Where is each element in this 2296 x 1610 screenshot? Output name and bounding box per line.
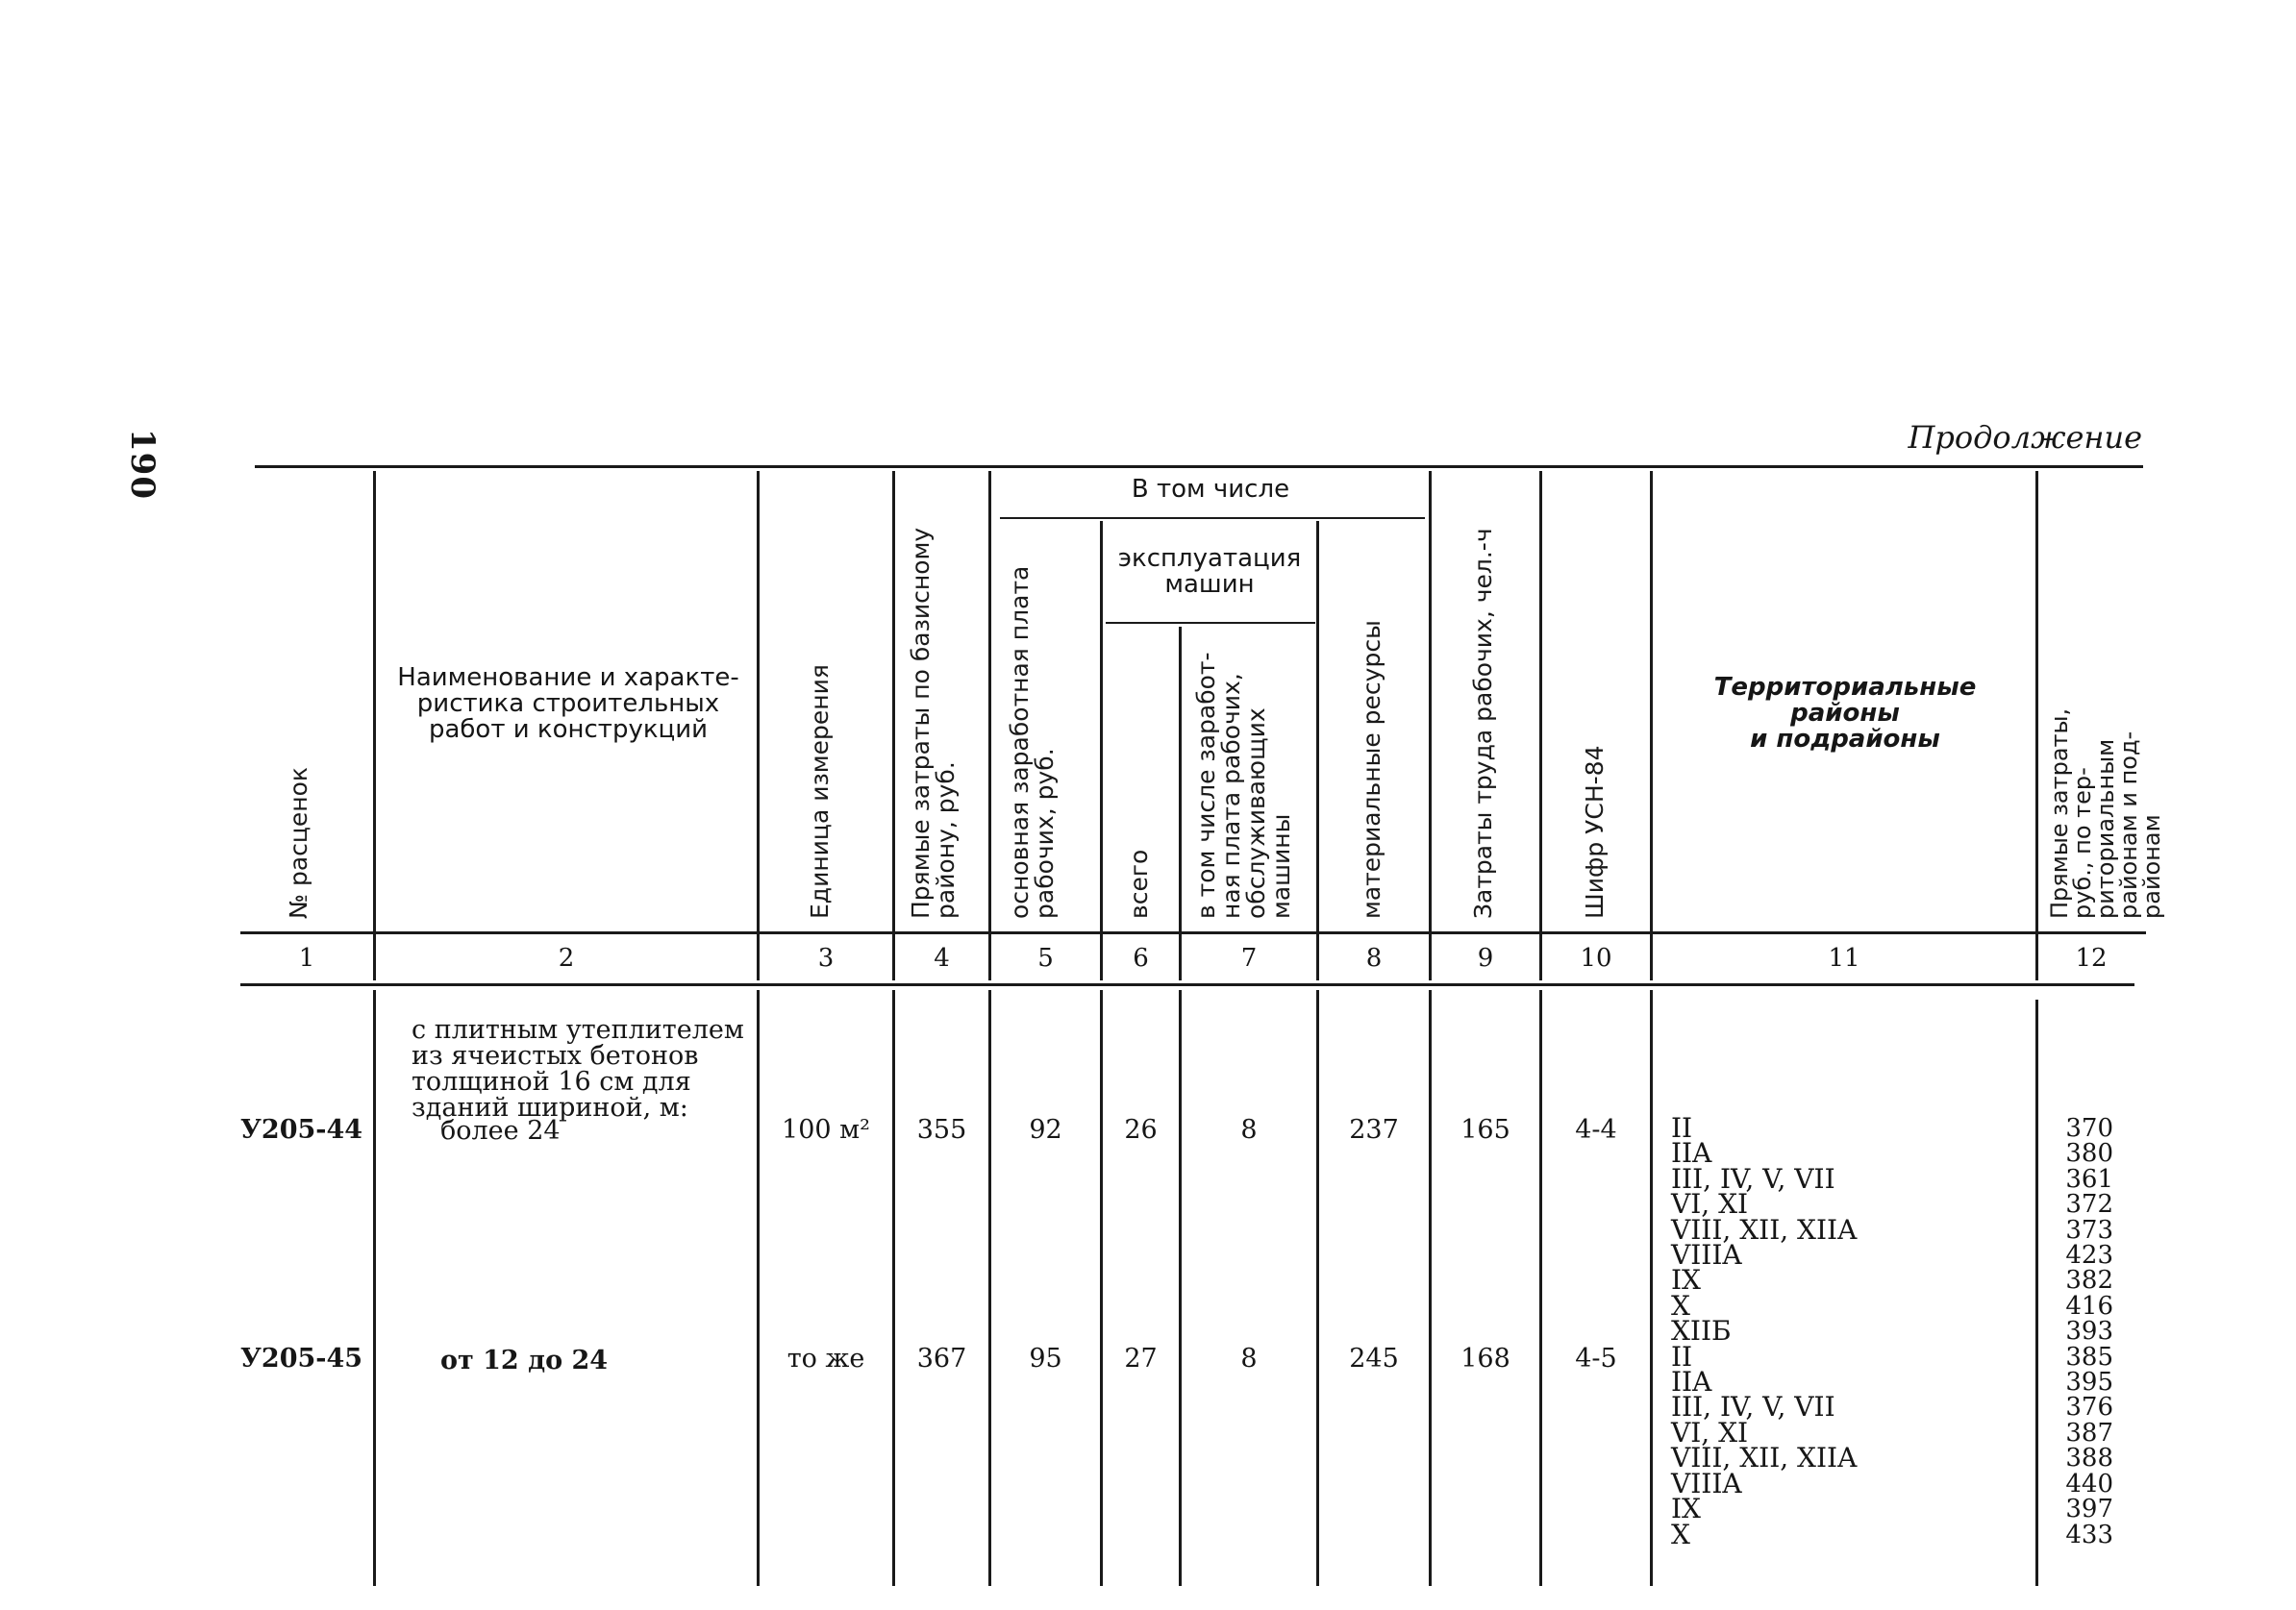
rate-code: У205-44 xyxy=(240,1115,363,1145)
usn-code-cell: 4-4 xyxy=(1575,1115,1617,1145)
direct-cost-cell: 355 xyxy=(916,1115,967,1145)
wages-cell: 95 xyxy=(1029,1344,1062,1374)
header-bottom-rule xyxy=(240,931,2146,934)
body-col-divider xyxy=(1429,990,1432,1586)
header-col-divider xyxy=(1316,521,1319,980)
body-col-divider xyxy=(1179,990,1182,1586)
work-name: от 12 до 24 xyxy=(440,1346,609,1375)
machines-total-cell: 26 xyxy=(1124,1115,1158,1145)
machines-wages-cell: 8 xyxy=(1240,1115,1258,1145)
table-top-rule xyxy=(255,465,2143,468)
column-number: 8 xyxy=(1365,944,1383,973)
header-machines-total: всего xyxy=(1125,849,1153,919)
body-col-divider xyxy=(1316,990,1319,1586)
machines-group-rule xyxy=(1106,622,1315,624)
column-number: 7 xyxy=(1240,944,1258,973)
header-usn-code: Шифр УСН-84 xyxy=(1581,745,1609,919)
column-number: 11 xyxy=(1828,944,1860,973)
header-machines-wages: в том числе заработ- ная плата рабочих, обслуживающих машины xyxy=(1192,652,1295,919)
header-col-divider xyxy=(1429,471,1432,980)
body-col-divider xyxy=(2035,1000,2038,1586)
body-col-divider xyxy=(1650,990,1653,1586)
machines-wages-cell: 8 xyxy=(1240,1344,1258,1374)
labor-cell: 165 xyxy=(1460,1115,1510,1145)
header-including-group: В том числе xyxy=(1131,475,1290,504)
regional-costs-list: 370 380 361 372 373 423 382 416 393 385 395 376 387 388 440 397 433 xyxy=(2065,1114,2113,1549)
column-number: 12 xyxy=(2075,944,2108,973)
body-col-divider xyxy=(1100,990,1103,1586)
header-territorial-regions: Территориальные районы и подрайоны xyxy=(1713,673,1977,754)
header-col-divider xyxy=(988,471,991,980)
territorial-regions-list: II IIA III, IV, V, VII VI, XI VIII, XII, XIIA VIIIA IX X XIIБ II IIA III, IV, V, VII VI, XI VIII, XII, XIIA VIIIA IX X xyxy=(1671,1112,1858,1550)
column-number: 2 xyxy=(558,944,575,973)
header-work-name: Наименование и характе- ристика строительных работ и конструкций xyxy=(397,663,739,744)
column-number: 4 xyxy=(934,944,950,973)
page-number: 190 xyxy=(123,429,162,500)
column-number: 9 xyxy=(1477,944,1494,973)
column-number: 6 xyxy=(1133,944,1149,973)
machines-total-cell: 27 xyxy=(1124,1344,1158,1374)
header-base-wages: основная заработная плата рабочих, руб. xyxy=(1006,565,1059,919)
labor-cell: 168 xyxy=(1460,1344,1510,1374)
header-col-divider xyxy=(1539,471,1542,980)
column-number: 5 xyxy=(1037,944,1054,973)
header-col-divider xyxy=(757,471,760,980)
materials-cell: 245 xyxy=(1349,1344,1399,1374)
column-number: 3 xyxy=(817,944,835,973)
rate-code: У205-45 xyxy=(240,1344,363,1374)
direct-cost-cell: 367 xyxy=(916,1344,967,1374)
wages-cell: 92 xyxy=(1029,1115,1062,1145)
header-col-divider xyxy=(2035,471,2038,980)
body-col-divider xyxy=(373,990,376,1586)
work-name: более 24 xyxy=(440,1116,561,1146)
header-machine-operation: эксплуатация машин xyxy=(1117,544,1302,599)
materials-cell: 237 xyxy=(1349,1115,1399,1145)
header-col-divider xyxy=(1179,627,1182,980)
usn-code-cell: 4-5 xyxy=(1575,1344,1617,1374)
header-col-divider xyxy=(1100,521,1103,980)
body-col-divider xyxy=(1539,990,1542,1586)
header-materials: материальные ресурсы xyxy=(1358,620,1385,919)
continuation-label: Продолжение xyxy=(1908,419,2142,456)
body-col-divider xyxy=(988,990,991,1586)
header-col-divider xyxy=(1650,471,1653,980)
column-number: 10 xyxy=(1580,944,1612,973)
column-numbers-rule xyxy=(240,983,2134,986)
body-col-divider xyxy=(892,990,895,1586)
header-unit: Единица измерения xyxy=(806,664,834,919)
unit-cell: то же xyxy=(786,1344,865,1374)
column-number: 1 xyxy=(298,944,315,973)
including-group-rule xyxy=(1000,517,1425,519)
header-direct-cost: Прямые затраты по базисному району, руб. xyxy=(907,527,960,919)
header-regional-cost: Прямые затраты, руб., по тер- риториальным районам и под- районам xyxy=(2046,707,2165,919)
unit-cell: 100 м² xyxy=(782,1115,870,1145)
body-col-divider xyxy=(757,990,760,1586)
work-description: с плитным утеплителем из ячеистых бетонов толщиной 16 см для зданий шириной, м: xyxy=(412,1015,744,1123)
header-col-divider xyxy=(892,471,895,980)
header-labor-cost: Затраты труда рабочих, чел.-ч xyxy=(1469,528,1497,919)
header-rate-number: № расценок xyxy=(285,766,312,919)
header-col-divider xyxy=(373,471,376,980)
